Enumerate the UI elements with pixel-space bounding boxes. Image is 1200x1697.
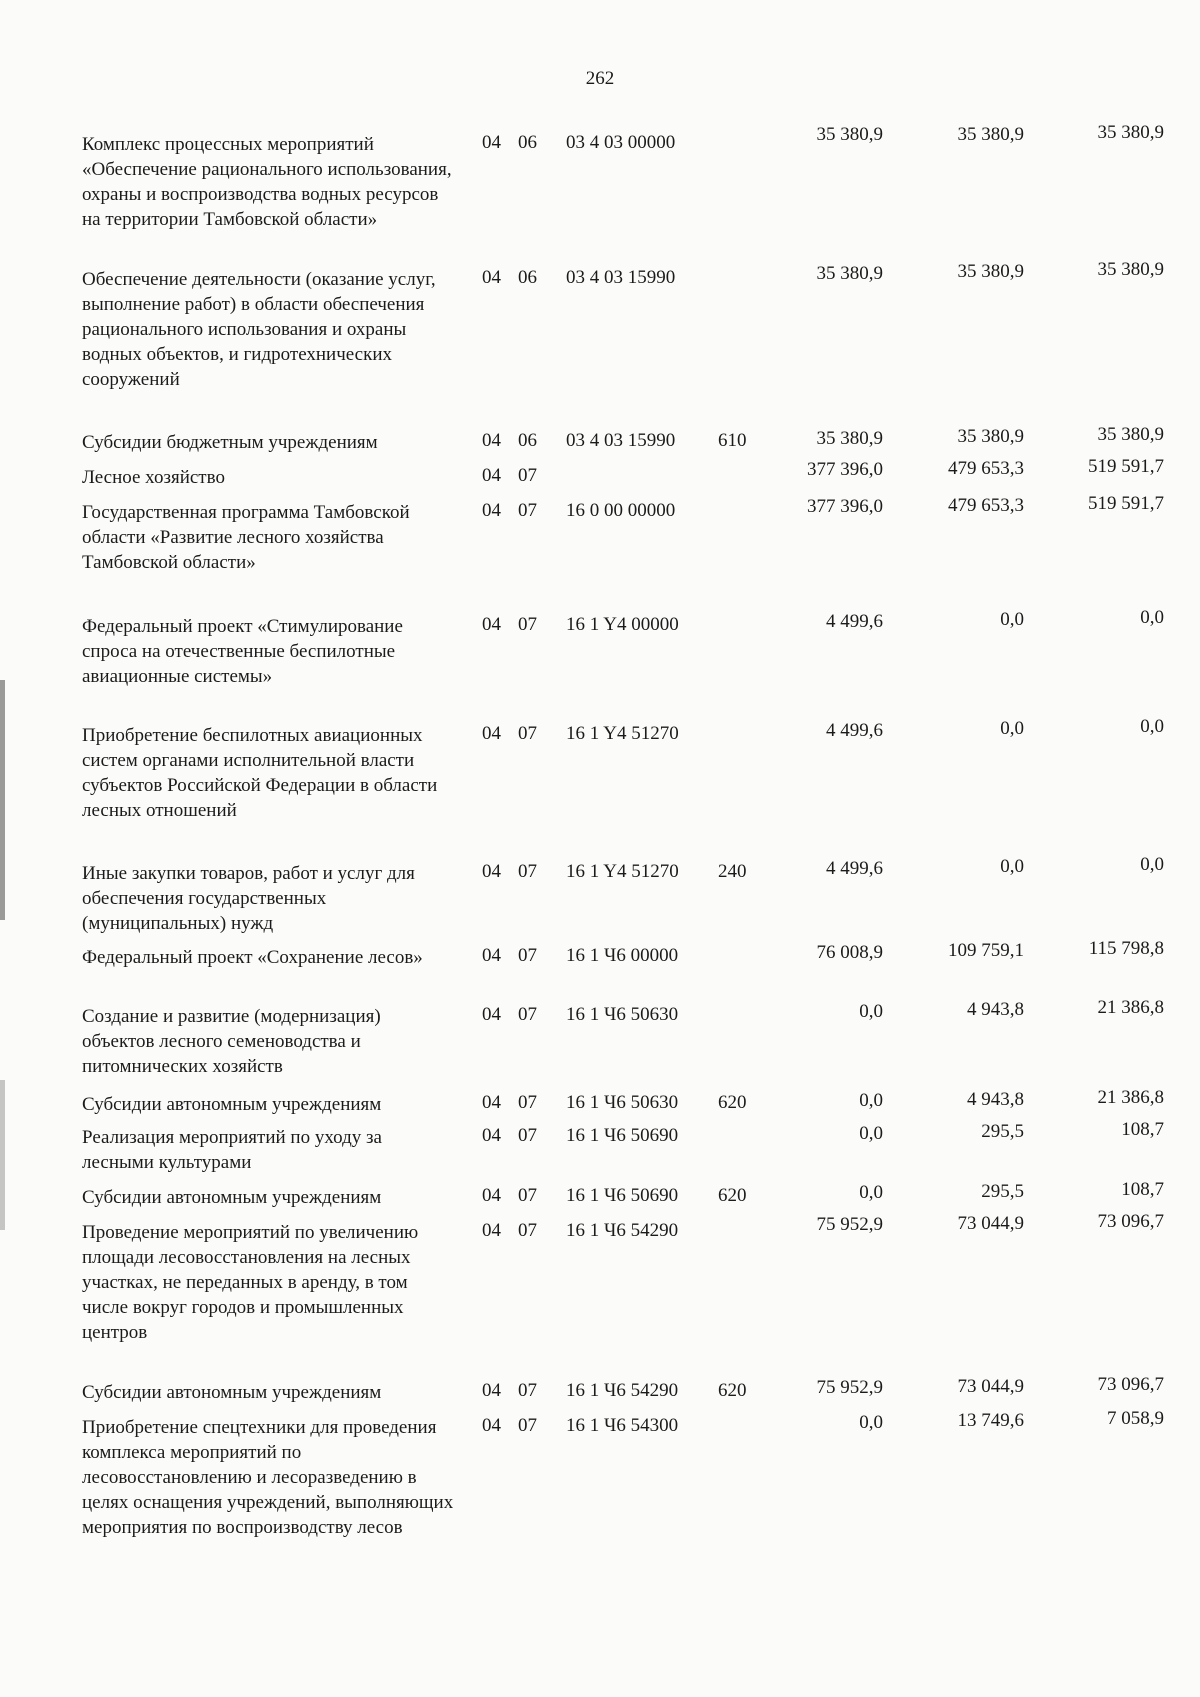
value-year-2: 295,5 [981,1121,1024,1142]
podrazdel-code: 07 [518,945,537,966]
podrazdel-code: 06 [518,430,537,451]
podrazdel-code: 07 [518,465,537,486]
target-article-code: 16 1 Ч6 54290 [566,1220,679,1241]
value-year-3: 0,0 [1140,607,1164,628]
podrazdel-code: 06 [518,267,537,288]
podrazdel-code: 07 [518,1004,537,1025]
value-year-3: 519 591,7 [1088,493,1164,514]
value-year-3: 73 096,7 [1097,1211,1164,1232]
target-article-code: 03 4 03 00000 [566,132,676,153]
razdel-code: 04 [482,1220,501,1241]
row-name: Субсидии автономным учреждениям [82,1094,382,1115]
target-article-code: 16 1 Ч6 54300 [566,1415,679,1436]
value-year-2: 0,0 [1000,718,1024,739]
razdel-code: 04 [482,861,501,882]
razdel-code: 04 [482,1004,501,1025]
value-year-3: 7 058,9 [1107,1408,1164,1429]
value-year-1: 4 499,6 [826,720,883,741]
expense-type-code: 620 [718,1092,747,1113]
value-year-2: 4 943,8 [967,1089,1024,1110]
razdel-code: 04 [482,430,501,451]
podrazdel-code: 07 [518,614,537,635]
value-year-3: 35 380,9 [1097,424,1164,445]
expense-type-code: 620 [718,1380,747,1401]
value-year-2: 479 653,3 [948,458,1024,479]
value-year-1: 35 380,9 [816,428,883,449]
target-article-code: 16 1 Y4 51270 [566,861,679,882]
target-article-code: 16 1 Ч6 50690 [566,1185,679,1206]
razdel-code: 04 [482,1125,501,1146]
razdel-code: 04 [482,723,501,744]
value-year-1: 35 380,9 [816,263,883,284]
value-year-3: 21 386,8 [1097,1087,1164,1108]
podrazdel-code: 07 [518,1125,537,1146]
target-article-code: 16 1 Y4 51270 [566,723,679,744]
row-name: Обеспечение деятельности (оказание услуг, выполнение работ) в области обеспечения рационального использования и охраны водных объектов, и гидротехнических сооружений [82,269,436,390]
expense-type-code: 240 [718,861,747,882]
expense-type-code: 620 [718,1185,747,1206]
value-year-2: 0,0 [1000,856,1024,877]
podrazdel-code: 07 [518,723,537,744]
value-year-1: 75 952,9 [816,1377,883,1398]
podrazdel-code: 07 [518,500,537,521]
razdel-code: 04 [482,465,501,486]
value-year-2: 35 380,9 [957,261,1024,282]
value-year-1: 377 396,0 [807,459,883,480]
value-year-2: 35 380,9 [957,124,1024,145]
razdel-code: 04 [482,614,501,635]
podrazdel-code: 07 [518,1415,537,1436]
row-name: Субсидии бюджетным учреждениям [82,432,378,453]
row-name: Государственная программа Тамбовской области «Развитие лесного хозяйства Тамбовской области» [82,502,410,573]
target-article-code: 03 4 03 15990 [566,267,676,288]
value-year-2: 35 380,9 [957,426,1024,447]
value-year-3: 108,7 [1121,1119,1164,1140]
razdel-code: 04 [482,1380,501,1401]
value-year-3: 73 096,7 [1097,1374,1164,1395]
value-year-1: 0,0 [859,1001,883,1022]
target-article-code: 16 0 00 00000 [566,500,676,521]
value-year-2: 0,0 [1000,609,1024,630]
row-name: Федеральный проект «Стимулирование спроса на отечественные беспилотные авиационные системы» [82,616,403,687]
target-article-code: 03 4 03 15990 [566,430,676,451]
value-year-1: 75 952,9 [816,1214,883,1235]
row-name: Субсидии автономным учреждениям [82,1187,382,1208]
value-year-3: 0,0 [1140,854,1164,875]
target-article-code: 16 1 Ч6 54290 [566,1380,679,1401]
value-year-2: 73 044,9 [957,1213,1024,1234]
podrazdel-code: 07 [518,1380,537,1401]
razdel-code: 04 [482,1185,501,1206]
value-year-2: 4 943,8 [967,999,1024,1020]
row-name: Приобретение спецтехники для проведения комплекса мероприятий по лесовосстановлению и лесоразведению в целях оснащения учреждений, выполняющих мероприятия по воспроизводству лесов [82,1417,454,1538]
target-article-code: 16 1 Ч6 50690 [566,1125,679,1146]
razdel-code: 04 [482,132,501,153]
value-year-1: 377 396,0 [807,496,883,517]
value-year-3: 519 591,7 [1088,456,1164,477]
value-year-1: 35 380,9 [816,124,883,145]
podrazdel-code: 07 [518,861,537,882]
value-year-2: 109 759,1 [948,940,1024,961]
value-year-2: 73 044,9 [957,1376,1024,1397]
row-name: Субсидии автономным учреждениям [82,1382,382,1403]
podrazdel-code: 07 [518,1220,537,1241]
value-year-3: 0,0 [1140,716,1164,737]
value-year-3: 35 380,9 [1097,122,1164,143]
podrazdel-code: 07 [518,1092,537,1113]
expense-type-code: 610 [718,430,747,451]
value-year-3: 21 386,8 [1097,997,1164,1018]
value-year-1: 76 008,9 [816,942,883,963]
value-year-1: 0,0 [859,1090,883,1111]
razdel-code: 04 [482,1092,501,1113]
row-name: Комплекс процессных мероприятий «Обеспечение рационального использования, охраны и воспроизводства водных ресурсов на территории Тамбовской области» [82,134,452,230]
razdel-code: 04 [482,945,501,966]
target-article-code: 16 1 Y4 00000 [566,614,679,635]
row-name: Иные закупки товаров, работ и услуг для обеспечения государственных (муниципальных) нужд [82,863,415,934]
row-name: Реализация мероприятий по уходу за лесными культурами [82,1127,382,1173]
page-number: 262 [585,68,615,89]
podrazdel-code: 07 [518,1185,537,1206]
razdel-code: 04 [482,500,501,521]
razdel-code: 04 [482,267,501,288]
value-year-2: 13 749,6 [957,1410,1024,1431]
value-year-3: 35 380,9 [1097,259,1164,280]
value-year-3: 115 798,8 [1088,938,1164,959]
value-year-1: 0,0 [859,1412,883,1433]
row-name: Лесное хозяйство [82,467,225,488]
value-year-2: 295,5 [981,1181,1024,1202]
value-year-2: 479 653,3 [948,495,1024,516]
row-name: Создание и развитие (модернизация) объектов лесного семеноводства и питомнических хозяйств [82,1006,381,1077]
value-year-1: 4 499,6 [826,858,883,879]
razdel-code: 04 [482,1415,501,1436]
value-year-1: 0,0 [859,1123,883,1144]
value-year-1: 0,0 [859,1182,883,1203]
row-name: Приобретение беспилотных авиационных систем органами исполнительной власти субъектов Российской Федерации в области лесных отношений [82,725,438,821]
row-name: Федеральный проект «Сохранение лесов» [82,947,423,968]
value-year-3: 108,7 [1121,1179,1164,1200]
target-article-code: 16 1 Ч6 00000 [566,945,679,966]
value-year-1: 4 499,6 [826,611,883,632]
target-article-code: 16 1 Ч6 50630 [566,1092,679,1113]
podrazdel-code: 06 [518,132,537,153]
row-name: Проведение мероприятий по увеличению площади лесовосстановления на лесных участках, не переданных в аренду, в том числе вокруг городов и промышленных центров [82,1222,419,1343]
target-article-code: 16 1 Ч6 50630 [566,1004,679,1025]
